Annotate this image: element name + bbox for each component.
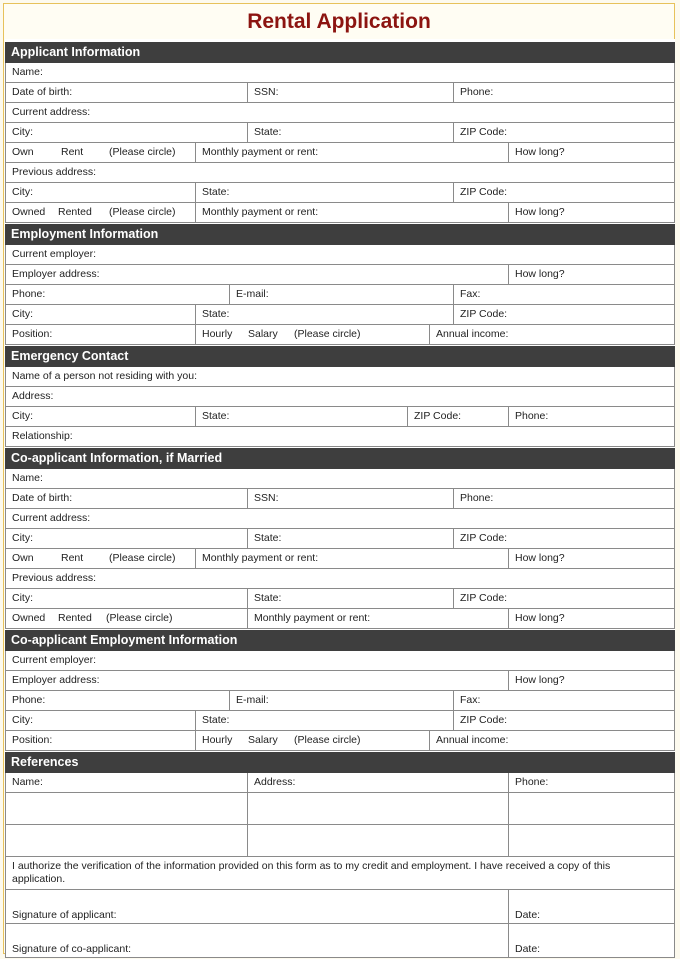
applicant-phone-field-label: Phone: (460, 86, 494, 98)
coapplicant-current-employer-field[interactable] (5, 651, 675, 671)
reference-2-name[interactable] (5, 825, 248, 857)
coapplicant-previous-address-field[interactable] (5, 569, 675, 589)
rental-application-page (3, 3, 675, 954)
coapplicant-owned-rented-circle-label: (Please circle) (106, 612, 173, 624)
signature-coapplicant-date-field[interactable] (509, 924, 675, 958)
applicant-ssn-field-label: SSN: (254, 86, 279, 98)
authorization-statement-label: I authorize the verification of the information provided on this form as to my credit and employment. I have received a copy of this application. (12, 860, 611, 885)
applicant-phone-field[interactable] (454, 83, 675, 103)
applicant-monthly-payment-field-label: Monthly payment or rent: (202, 146, 319, 158)
applicant-prev-how-long-field[interactable] (509, 203, 675, 223)
coapplicant-position-field-label: Position: (12, 734, 53, 746)
emergency-name-field-label: Name of a person not residing with you: (12, 370, 198, 382)
hourly-salary-circle-label: Salary (248, 328, 278, 340)
coapplicant-phone-field-label: Phone: (460, 492, 494, 504)
applicant-prev-zip-field-label: ZIP Code: (460, 186, 508, 198)
annual-income-field-label: Annual income: (436, 328, 509, 340)
coapplicant-employer-fax-field[interactable] (454, 691, 675, 711)
applicant-prev-city-field-label: City: (12, 186, 33, 198)
applicant-how-long-field[interactable] (509, 143, 675, 163)
applicant-prev-zip-field[interactable] (454, 183, 675, 203)
coapplicant-monthly-payment-field[interactable] (196, 549, 509, 569)
employer-address-field[interactable] (5, 265, 509, 285)
coapplicant-employer-state-field[interactable] (196, 711, 454, 731)
coapplicant-dob-field-label: Date of birth: (12, 492, 73, 504)
coapplicant-employer-zip-field[interactable] (454, 711, 675, 731)
coapplicant-hourly-salary-circle-label: (Please circle) (294, 734, 361, 746)
coapplicant-current-employer-field-label: Current employer: (12, 654, 97, 666)
employer-state-field[interactable] (196, 305, 454, 325)
employment-how-long-field-label: How long? (515, 268, 565, 280)
coapplicant-hourly-salary-circle-label: Hourly (202, 734, 233, 746)
coapplicant-prev-zip-field-label: ZIP Code: (460, 592, 508, 604)
reference-name-header-label: Name: (12, 776, 43, 788)
applicant-previous-address-field[interactable] (5, 163, 675, 183)
employer-city-field[interactable] (5, 305, 196, 325)
coapplicant-position-field[interactable] (5, 731, 196, 751)
applicant-city-field[interactable] (5, 123, 248, 143)
section-coapplicant-employment: Co-applicant Employment Information (5, 630, 675, 651)
emergency-phone-field[interactable] (509, 407, 675, 427)
applicant-prev-monthly-payment-field[interactable] (196, 203, 509, 223)
coapplicant-prev-state-field-label: State: (254, 592, 282, 604)
reference-phone-header (509, 773, 675, 793)
coapplicant-own-rent-circle-label: (Please circle) (109, 552, 176, 564)
employer-fax-field-label: Fax: (460, 288, 481, 300)
emergency-city-field[interactable] (5, 407, 196, 427)
coapplicant-name-field[interactable] (5, 469, 675, 489)
applicant-own-rent-circle-label: Rent (61, 146, 84, 158)
coapplicant-owned-rented-circle[interactable] (5, 609, 248, 629)
coapplicant-employer-fax-field-label: Fax: (460, 694, 481, 706)
employer-zip-field-label: ZIP Code: (460, 308, 508, 320)
applicant-own-rent-circle-label: (Please circle) (109, 146, 176, 158)
applicant-prev-monthly-payment-field-label: Monthly payment or rent: (202, 206, 319, 218)
employer-fax-field[interactable] (454, 285, 675, 305)
signature-applicant-field-label: Signature of applicant: (12, 909, 117, 921)
employer-phone-field[interactable] (5, 285, 230, 305)
applicant-state-field[interactable] (248, 123, 454, 143)
coapplicant-prev-monthly-payment-field-label: Monthly payment or rent: (254, 612, 371, 624)
reference-phone-header-label: Phone: (515, 776, 549, 788)
coapplicant-owned-rented-circle-label: Rented (58, 612, 92, 624)
applicant-previous-address-field-label: Previous address: (12, 166, 97, 178)
coapplicant-previous-address-field-label: Previous address: (12, 572, 97, 584)
hourly-salary-circle[interactable] (196, 325, 430, 345)
coapplicant-city-field[interactable] (5, 529, 248, 549)
coapplicant-employer-email-field[interactable] (230, 691, 454, 711)
coapplicant-state-field-label: State: (254, 532, 282, 544)
employment-how-long-field[interactable] (509, 265, 675, 285)
coapplicant-own-rent-circle-label: Own (12, 552, 34, 564)
applicant-state-field-label: State: (254, 126, 282, 138)
applicant-dob-field-label: Date of birth: (12, 86, 73, 98)
section-coapplicant-information: Co-applicant Information, if Married (5, 448, 675, 469)
applicant-city-field-label: City: (12, 126, 33, 138)
emergency-zip-field-label: ZIP Code: (414, 410, 462, 422)
coapplicant-employer-address-field-label: Employer address: (12, 674, 100, 686)
reference-1-address[interactable] (248, 793, 509, 825)
signature-applicant-field[interactable] (5, 890, 509, 924)
annual-income-field[interactable] (430, 325, 675, 345)
coapplicant-ssn-field[interactable] (248, 489, 454, 509)
employer-zip-field[interactable] (454, 305, 675, 325)
section-employment-information: Employment Information (5, 224, 675, 245)
applicant-owned-rented-circle-label: Rented (58, 206, 92, 218)
reference-1-name[interactable] (5, 793, 248, 825)
coapplicant-name-field-label: Name: (12, 472, 43, 484)
emergency-state-field-label: State: (202, 410, 230, 422)
employer-state-field-label: State: (202, 308, 230, 320)
emergency-address-field-label: Address: (12, 390, 54, 402)
application-form (5, 39, 675, 953)
reference-2-address[interactable] (248, 825, 509, 857)
applicant-current-address-field-label: Current address: (12, 106, 91, 118)
applicant-prev-how-long-field-label: How long? (515, 206, 565, 218)
current-employer-field-label: Current employer: (12, 248, 97, 260)
coapplicant-employer-city-field-label: City: (12, 714, 33, 726)
coapplicant-ssn-field-label: SSN: (254, 492, 279, 504)
reference-name-header (5, 773, 248, 793)
coapplicant-prev-monthly-payment-field[interactable] (248, 609, 509, 629)
emergency-state-field[interactable] (196, 407, 408, 427)
position-field-label: Position: (12, 328, 53, 340)
coapplicant-monthly-payment-field-label: Monthly payment or rent: (202, 552, 319, 564)
coapplicant-prev-city-field[interactable] (5, 589, 248, 609)
current-employer-field[interactable] (5, 245, 675, 265)
coapplicant-prev-city-field-label: City: (12, 592, 33, 604)
reference-address-header-label: Address: (254, 776, 296, 788)
hourly-salary-circle-label: (Please circle) (294, 328, 361, 340)
emergency-zip-field[interactable] (408, 407, 509, 427)
applicant-zip-field-label: ZIP Code: (460, 126, 508, 138)
applicant-dob-field[interactable] (5, 83, 248, 103)
applicant-current-address-field[interactable] (5, 103, 675, 123)
coapplicant-hourly-salary-circle-label: Salary (248, 734, 278, 746)
emergency-city-field-label: City: (12, 410, 33, 422)
signature-coapplicant-field[interactable] (5, 924, 509, 958)
coapplicant-employer-email-field-label: E-mail: (236, 694, 269, 706)
reference-1-phone[interactable] (509, 793, 675, 825)
applicant-owned-rented-circle-label: (Please circle) (109, 206, 176, 218)
signature-applicant-date-field[interactable] (509, 890, 675, 924)
applicant-prev-city-field[interactable] (5, 183, 196, 203)
applicant-how-long-field-label: How long? (515, 146, 565, 158)
coapplicant-how-long-field-label: How long? (515, 552, 565, 564)
applicant-name-field-label: Name: (12, 66, 43, 78)
coapplicant-dob-field[interactable] (5, 489, 248, 509)
emergency-phone-field-label: Phone: (515, 410, 549, 422)
coapplicant-employment-how-long-field-label: How long? (515, 674, 565, 686)
applicant-name-field[interactable] (5, 63, 675, 83)
signature-coapplicant-field-label: Signature of co-applicant: (12, 943, 132, 955)
coapplicant-employer-zip-field-label: ZIP Code: (460, 714, 508, 726)
coapplicant-own-rent-circle-label: Rent (61, 552, 84, 564)
coapplicant-phone-field[interactable] (454, 489, 675, 509)
emergency-address-field[interactable] (5, 387, 675, 407)
signature-applicant-date-field-label: Date: (515, 909, 541, 921)
coapplicant-employment-how-long-field[interactable] (509, 671, 675, 691)
coapplicant-employer-phone-field[interactable] (5, 691, 230, 711)
applicant-owned-rented-circle-label: Owned (12, 206, 46, 218)
coapplicant-zip-field-label: ZIP Code: (460, 532, 508, 544)
coapplicant-prev-how-long-field-label: How long? (515, 612, 565, 624)
employer-city-field-label: City: (12, 308, 33, 320)
employer-email-field-label: E-mail: (236, 288, 269, 300)
coapplicant-current-address-field[interactable] (5, 509, 675, 529)
employer-email-field[interactable] (230, 285, 454, 305)
emergency-relationship-field-label: Relationship: (12, 430, 73, 442)
coapplicant-employer-address-field[interactable] (5, 671, 509, 691)
applicant-ssn-field[interactable] (248, 83, 454, 103)
coapplicant-zip-field[interactable] (454, 529, 675, 549)
coapplicant-how-long-field[interactable] (509, 549, 675, 569)
reference-address-header (248, 773, 509, 793)
emergency-name-field[interactable] (5, 367, 675, 387)
coapplicant-prev-how-long-field[interactable] (509, 609, 675, 629)
coapplicant-employer-state-field-label: State: (202, 714, 230, 726)
coapplicant-prev-zip-field[interactable] (454, 589, 675, 609)
coapplicant-hourly-salary-circle[interactable] (196, 731, 430, 751)
applicant-monthly-payment-field[interactable] (196, 143, 509, 163)
employer-phone-field-label: Phone: (12, 288, 46, 300)
employer-address-field-label: Employer address: (12, 268, 100, 280)
coapplicant-prev-state-field[interactable] (248, 589, 454, 609)
coapplicant-state-field[interactable] (248, 529, 454, 549)
reference-2-phone[interactable] (509, 825, 675, 857)
coapplicant-own-rent-circle[interactable] (5, 549, 196, 569)
signature-coapplicant-date-field-label: Date: (515, 943, 541, 955)
authorization-statement (5, 857, 675, 890)
coapplicant-owned-rented-circle-label: Owned (12, 612, 46, 624)
section-references: References (5, 752, 675, 773)
applicant-prev-state-field[interactable] (196, 183, 454, 203)
coapplicant-annual-income-field-label: Annual income: (436, 734, 509, 746)
applicant-own-rent-circle[interactable] (5, 143, 196, 163)
section-applicant-information: Applicant Information (5, 42, 675, 63)
applicant-own-rent-circle-label: Own (12, 146, 34, 158)
coapplicant-city-field-label: City: (12, 532, 33, 544)
hourly-salary-circle-label: Hourly (202, 328, 233, 340)
applicant-owned-rented-circle[interactable] (5, 203, 196, 223)
emergency-relationship-field[interactable] (5, 427, 675, 447)
applicant-prev-state-field-label: State: (202, 186, 230, 198)
applicant-zip-field[interactable] (454, 123, 675, 143)
form-title: Rental Application (247, 10, 431, 33)
coapplicant-annual-income-field[interactable] (430, 731, 675, 751)
coapplicant-employer-city-field[interactable] (5, 711, 196, 731)
coapplicant-current-address-field-label: Current address: (12, 512, 91, 524)
section-emergency-contact: Emergency Contact (5, 346, 675, 367)
coapplicant-employer-phone-field-label: Phone: (12, 694, 46, 706)
position-field[interactable] (5, 325, 196, 345)
